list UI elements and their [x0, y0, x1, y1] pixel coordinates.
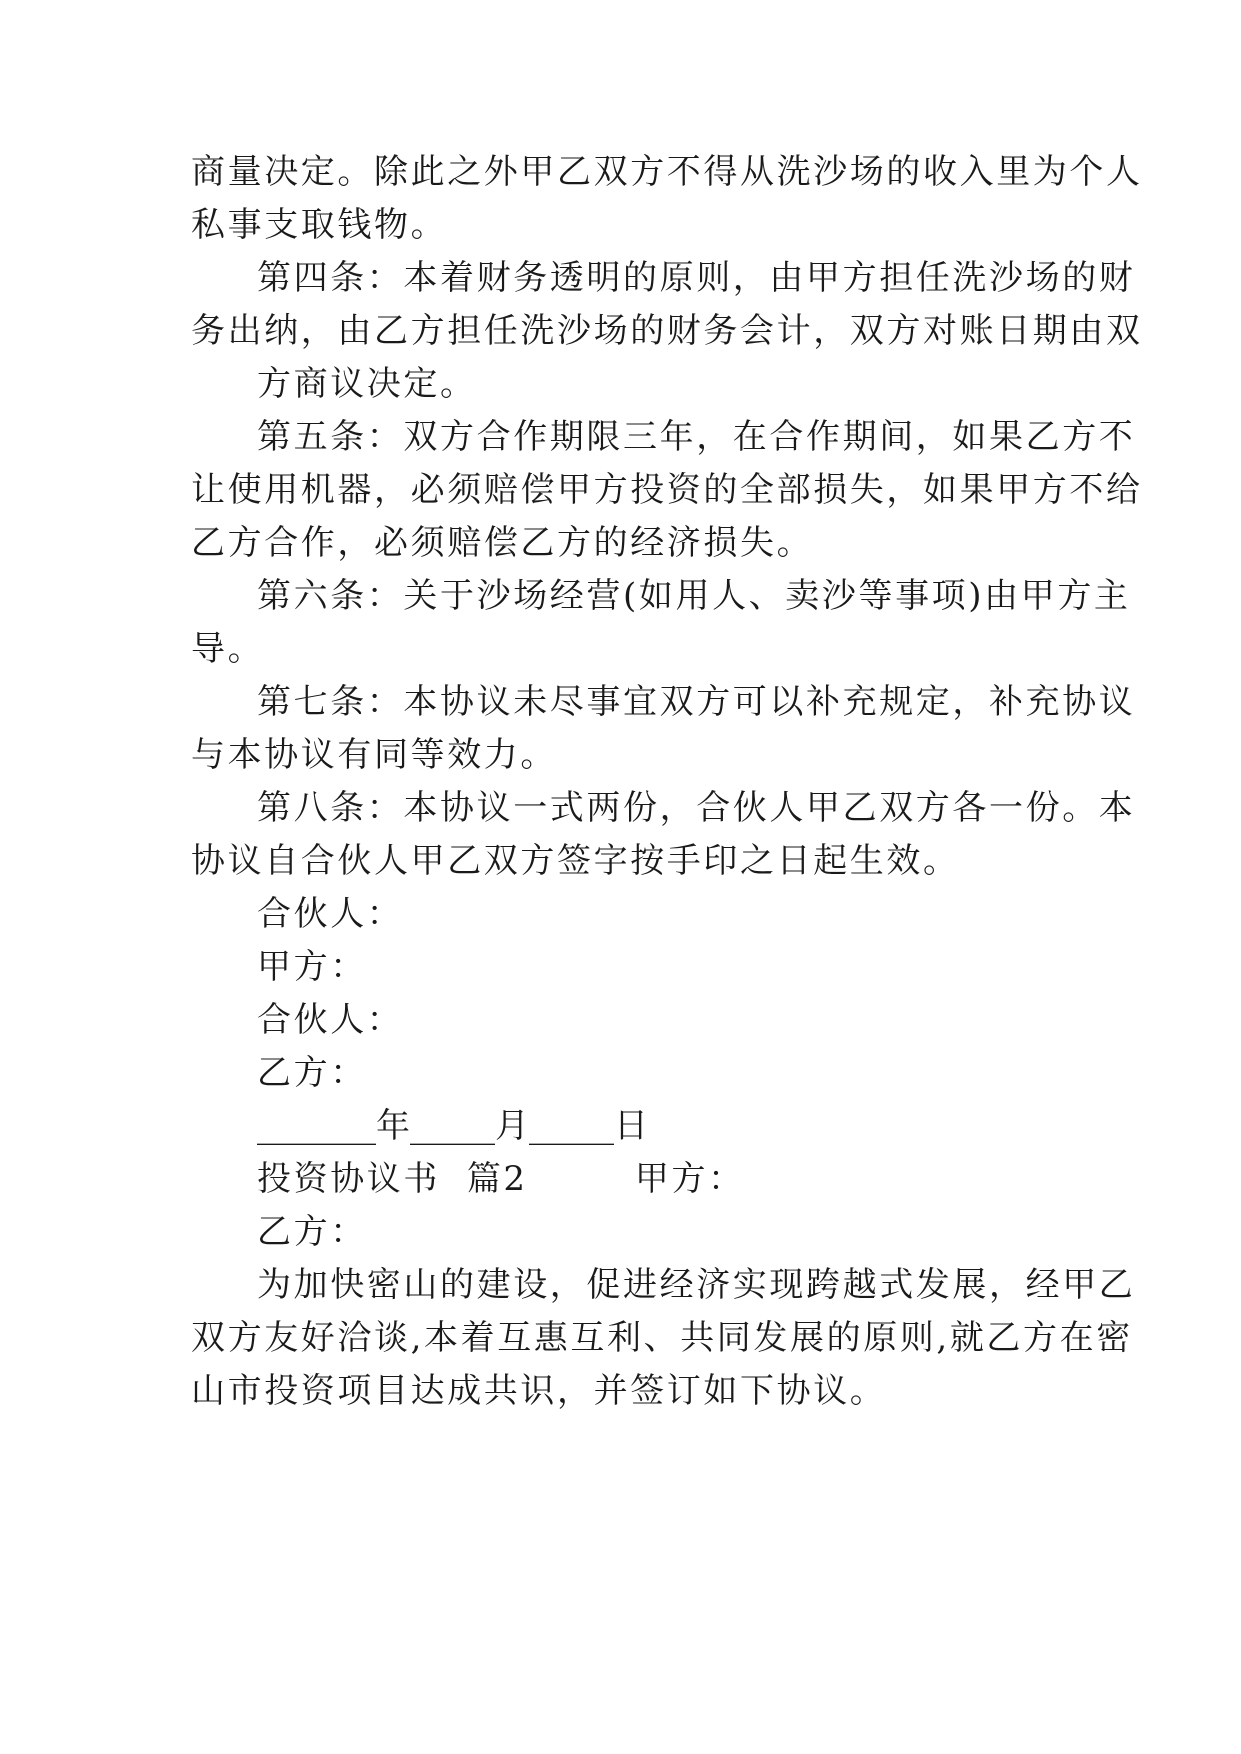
signature-label: 乙方：	[257, 1053, 367, 1093]
text-line: 务出纳，由乙方担任洗沙场的财务会计，双方对账日期由双	[191, 311, 1143, 351]
text-line: 让使用机器，必须赔偿甲方投资的全部损失，如果甲方不给	[191, 470, 1143, 510]
signature-label: 合伙人：	[257, 894, 404, 934]
text-line: 第七条：本协议未尽事宜双方可以补充规定，补充协议	[257, 682, 1136, 722]
text-line: 协议自合伙人甲乙双方签字按手印之日起生效。	[191, 841, 960, 881]
signature-label: 合伙人：	[257, 1000, 404, 1040]
signature-label: 乙方：	[257, 1212, 367, 1252]
text-line: 商量决定。除此之外甲乙双方不得从洗沙场的收入里为个人	[191, 152, 1143, 192]
signature-label: 甲方：	[257, 947, 367, 987]
text-line: 为加快密山的建设，促进经济实现跨越式发展，经甲乙	[257, 1265, 1136, 1305]
text-line: 第六条：关于沙场经营(如用人、卖沙等事项)由甲方主	[257, 576, 1131, 616]
text-line: 乙方合作，必须赔偿乙方的经济损失。	[191, 523, 814, 563]
text-line: 私事支取钱物。	[191, 205, 448, 245]
text-line: 导。	[191, 629, 265, 669]
text-line: 与本协议有同等效力。	[191, 735, 557, 775]
section-heading: 投资协议书 篇2 甲方：	[257, 1159, 745, 1199]
text-line: 第四条：本着财务透明的原则，由甲方担任洗沙场的财	[257, 258, 1136, 298]
text-line: 山市投资项目达成共识，并签订如下协议。	[191, 1371, 887, 1411]
text-line: 方商议决定。	[257, 364, 477, 404]
date-line: _______年_____月_____日	[257, 1106, 648, 1146]
text-line: 双方友好洽谈,本着互惠互利、共同发展的原则,就乙方在密	[191, 1318, 1133, 1358]
text-line: 第五条：双方合作期限三年，在合作期间，如果乙方不	[257, 417, 1136, 457]
text-line: 第八条：本协议一式两份，合伙人甲乙双方各一份。本	[257, 788, 1136, 828]
